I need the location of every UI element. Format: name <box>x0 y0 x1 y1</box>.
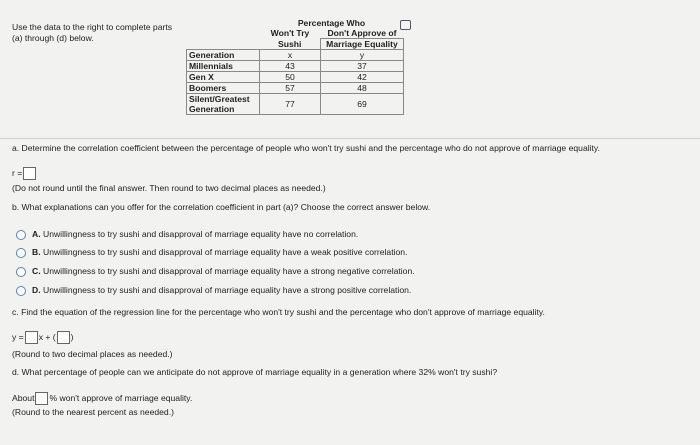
r-answer-input[interactable] <box>23 167 36 180</box>
header-y-line3: Marriage Equality <box>321 39 404 50</box>
header-percentage-who: Percentage Who <box>297 18 366 28</box>
option-a[interactable]: A. Unwillingness to try sushi and disapproval of marriage equality have no correlation. <box>16 229 358 240</box>
radio-c[interactable] <box>16 267 26 277</box>
table-row: Millennials 43 37 <box>187 61 404 72</box>
radio-b[interactable] <box>16 248 26 258</box>
intercept-input[interactable] <box>57 331 70 344</box>
part-c-answer-row: y = x + ( ) <box>12 331 74 344</box>
part-c-note: (Round to two decimal places as needed.) <box>12 349 173 359</box>
column-x-header: x <box>260 50 321 61</box>
column-generation-header: Generation <box>187 50 260 61</box>
part-b-question: b. What explanations can you offer for the correlation coefficient in part (a)? Choose the correct answer below. <box>12 202 431 212</box>
option-d[interactable]: D. Unwillingness to try sushi and disapproval of marriage equality have a strong positive correlation. <box>16 285 411 296</box>
intro-text: Use the data to the right to complete parts (a) through (d) below. <box>12 22 173 43</box>
radio-a[interactable] <box>16 230 26 240</box>
percent-input[interactable] <box>35 392 48 405</box>
copy-icon[interactable] <box>400 20 411 30</box>
header-x-line2: Sushi <box>278 38 302 49</box>
radio-d[interactable] <box>16 286 26 296</box>
slope-input[interactable] <box>25 331 38 344</box>
data-table <box>186 18 404 115</box>
part-a-note: (Do not round until the final answer. Then round to two decimal places as needed.) <box>12 183 326 193</box>
part-c-question: c. Find the equation of the regression line for the percentage who won't try sushi and the percentage who don't approve of marriage equality. <box>12 307 545 317</box>
option-b[interactable]: B. Unwillingness to try sushi and disapproval of marriage equality have a weak positive correlation. <box>16 247 407 258</box>
part-d-note: (Round to the nearest percent as needed.) <box>12 407 174 417</box>
part-d-question: d. What percentage of people can we anticipate do not approve of marriage equality in a generation where 32% won't try sushi? <box>12 367 498 377</box>
part-d-answer-row: About % won't approve of marriage equality. <box>12 392 192 405</box>
header-y-line2: Don't Approve of <box>327 28 397 38</box>
option-c[interactable]: C. Unwillingness to try sushi and disapproval of marriage equality have a strong negative correlation. <box>16 266 415 277</box>
divider <box>0 138 700 139</box>
table-row: Silent/Greatest Generation 77 69 <box>187 94 404 115</box>
column-y-header: y <box>321 50 404 61</box>
table-row: Boomers 57 48 <box>187 83 404 94</box>
part-a-question: a. Determine the correlation coefficient between the percentage of people who won't try sushi and the percentage who do not approve of marriage equality. <box>12 143 600 153</box>
header-x-line1: Won't Try <box>270 28 310 39</box>
part-a-answer-row: r = <box>12 167 37 180</box>
table-row: Gen X 50 42 <box>187 72 404 83</box>
